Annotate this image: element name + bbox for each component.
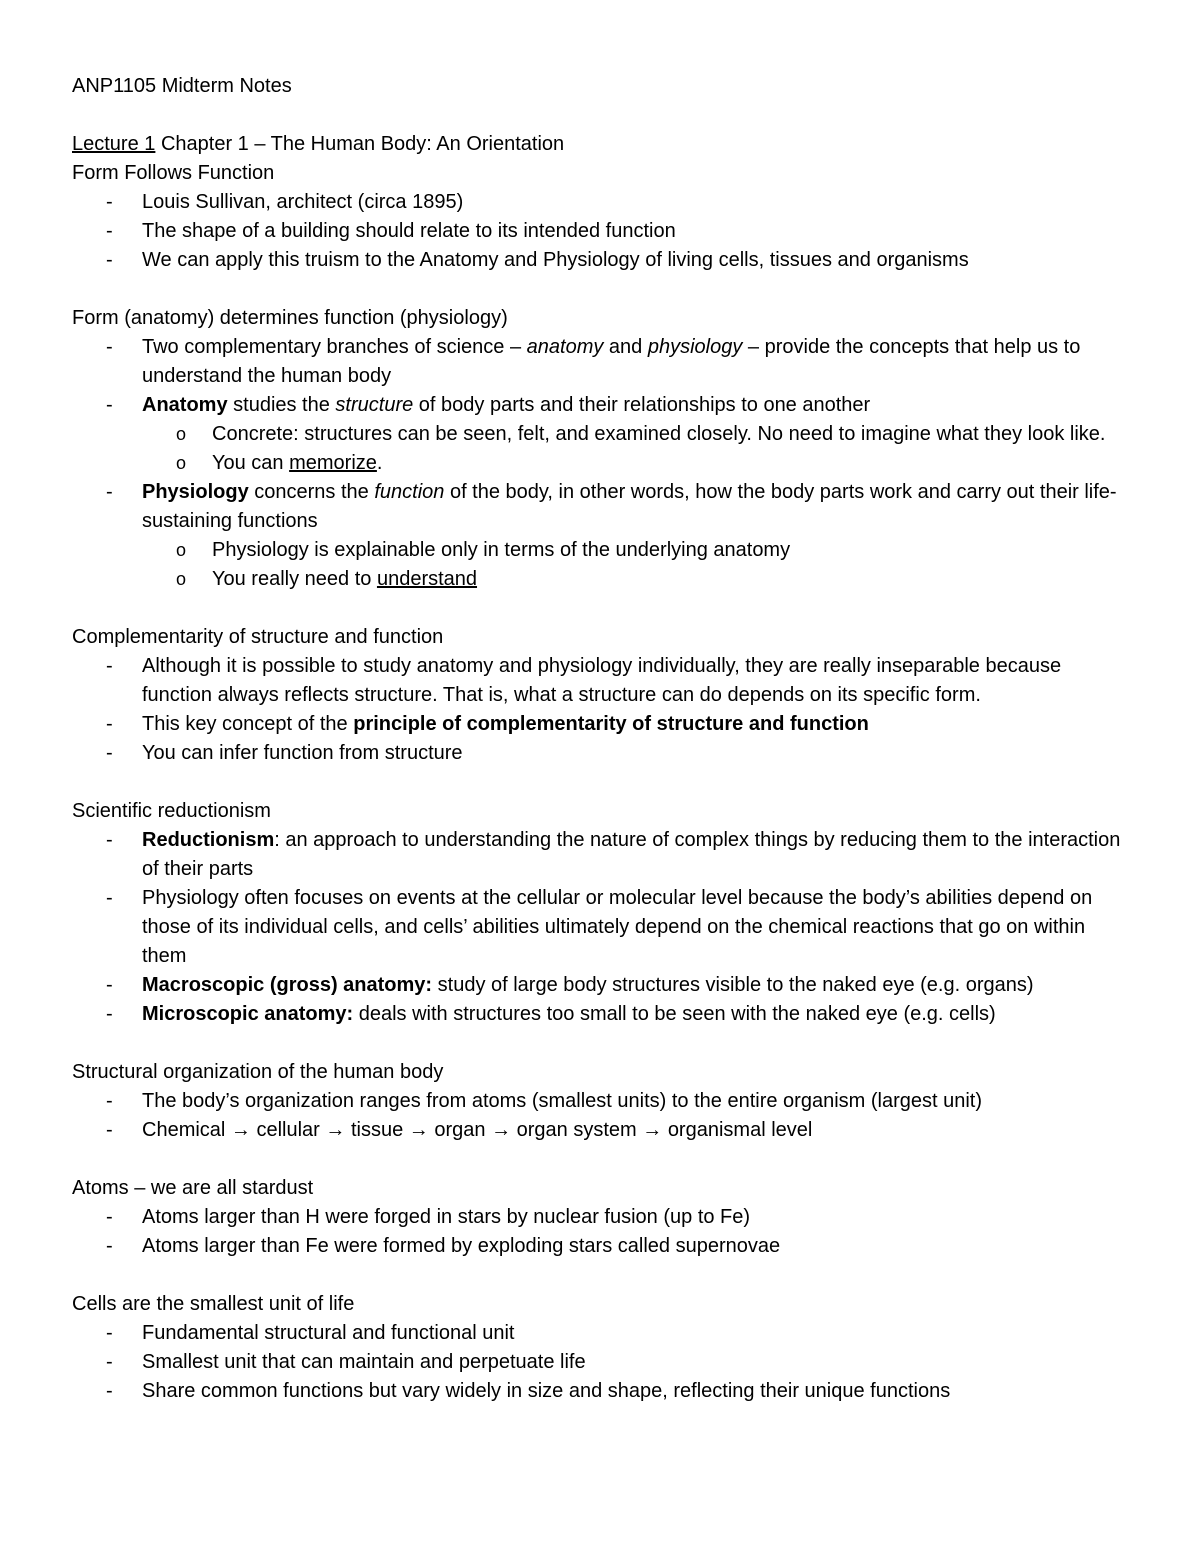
sub-list-item — [142, 565, 1132, 594]
section-title-reductionism: Scientific reductionism — [72, 800, 271, 822]
bullet-list — [72, 1203, 1132, 1261]
dash-bullet: - — [106, 481, 113, 503]
list-item-text: concerns the — [248, 481, 375, 503]
list-item — [72, 1116, 1132, 1145]
lecture-heading — [72, 130, 1132, 159]
dash-bullet: - — [106, 829, 113, 851]
term-physiology: physiology — [647, 336, 743, 358]
bullet-list — [72, 333, 1132, 594]
term-anatomy-bold: Anatomy — [142, 394, 228, 416]
term-principle-complementarity: principle of complementarity of structure and function — [353, 713, 869, 735]
list-item — [72, 710, 1132, 739]
dash-bullet: - — [106, 887, 113, 909]
dash-bullet: - — [106, 191, 113, 213]
document-body — [72, 72, 1132, 1406]
spacer — [72, 594, 1132, 623]
sub-list-item-text: You really need to — [212, 568, 377, 590]
list-item-text: deals with structures too small to be seen with the naked eye (e.g. cells) — [353, 1003, 996, 1025]
list-item-text: This key concept of the — [142, 713, 354, 735]
list-item — [72, 971, 1132, 1000]
dash-bullet: - — [106, 1090, 113, 1112]
dash-bullet: - — [106, 1003, 113, 1025]
list-item-text: and — [603, 336, 648, 358]
list-item-text: study of large body structures visible to the naked eye (e.g. organs) — [432, 974, 1034, 996]
list-item — [72, 1203, 1132, 1232]
list-item — [72, 1319, 1132, 1348]
list-item-text: Fundamental structural and functional unit — [142, 1322, 515, 1344]
list-item — [72, 1348, 1132, 1377]
section-title-cells: Cells are the smallest unit of life — [72, 1293, 355, 1315]
dash-bullet: - — [106, 1380, 113, 1402]
term-function: function — [374, 481, 445, 503]
sub-list-item-text: Physiology is explainable only in terms of the underlying anatomy — [212, 539, 791, 561]
arrow-right-icon: → — [642, 1119, 663, 1141]
list-item — [72, 826, 1132, 884]
list-item-text: We can apply this truism to the Anatomy and Physiology of living cells, tissues and organisms — [142, 249, 969, 271]
dash-bullet: - — [106, 713, 113, 735]
list-item-text: Atoms larger than H were forged in stars by nuclear fusion (up to Fe) — [142, 1206, 751, 1228]
list-item-text: Physiology often focuses on events at the cellular or molecular level because the body’s abilities depend on those of its individual cells, and cells’ abilities ultimately depend on the chemical reactions that go on within them — [142, 887, 1093, 967]
level-chemical: Chemical — [142, 1119, 226, 1141]
list-item-text: Louis Sullivan, architect (circa 1895) — [142, 191, 464, 213]
level-tissue: tissue — [350, 1119, 404, 1141]
list-item-text: studies the — [227, 394, 336, 416]
term-microscopic-anatomy: Microscopic anatomy: — [142, 1003, 354, 1025]
list-item — [72, 1232, 1132, 1261]
arrow-right-icon: → — [408, 1119, 429, 1141]
arrow-right-icon: → — [325, 1119, 346, 1141]
term-anatomy: anatomy — [526, 336, 604, 358]
term-structure: structure — [335, 394, 414, 416]
sub-list-item-text: Concrete: structures can be seen, felt, and examined closely. No need to imagine what they look like. — [212, 423, 1106, 445]
sub-list-container — [72, 536, 1132, 594]
list-item-text: You can infer function from structure — [142, 742, 463, 764]
dash-bullet: - — [106, 336, 113, 358]
list-item-text: Atoms larger than Fe were formed by exploding stars called supernovae — [142, 1235, 781, 1257]
list-item — [72, 391, 1132, 420]
list-item-text: : an approach to understanding the nature of complex things by reducing them to the interaction of their parts — [142, 829, 1121, 880]
document-title: ANP1105 Midterm Notes — [72, 75, 292, 97]
arrow-right-icon: → — [491, 1119, 512, 1141]
sub-list-item — [142, 420, 1132, 449]
sub-list-item-text: . — [376, 452, 383, 474]
dash-bullet: - — [106, 1322, 113, 1344]
list-item-text: Although it is possible to study anatomy and physiology individually, they are really inseparable because function always reflects structure. That is, what a structure can do depends on its specific form. — [142, 655, 1062, 706]
section-title-complementarity: Complementarity of structure and function — [72, 626, 444, 648]
sub-bullet-list — [142, 420, 1132, 478]
list-item — [72, 188, 1132, 217]
list-item-text: of the body, in other words, how the body parts work and carry out their life-sustaining functions — [142, 481, 1117, 532]
list-item-text: Share common functions but vary widely in size and shape, reflecting their unique functions — [142, 1380, 951, 1402]
dash-bullet: - — [106, 249, 113, 271]
dash-bullet: - — [106, 394, 113, 416]
lecture-title: Chapter 1 – The Human Body: An Orientation — [155, 133, 565, 155]
sub-list-item-text: You can — [212, 452, 290, 474]
section-title-atoms: Atoms – we are all stardust — [72, 1177, 314, 1199]
bullet-list — [72, 826, 1132, 1029]
bullet-list — [72, 1087, 1132, 1145]
spacer — [72, 1145, 1132, 1174]
spacer — [72, 768, 1132, 797]
list-item — [72, 217, 1132, 246]
term-physiology-bold: Physiology — [142, 481, 249, 503]
sub-bullet-list — [142, 536, 1132, 594]
list-item-text: Two complementary branches of science – — [142, 336, 527, 358]
sub-list-item — [142, 536, 1132, 565]
spacer — [72, 275, 1132, 304]
term-macroscopic-anatomy: Macroscopic (gross) anatomy: — [142, 974, 433, 996]
lecture-label: Lecture 1 — [72, 133, 156, 155]
list-item-text: The body’s organization ranges from atoms (smallest units) to the entire organism (largest unit) — [142, 1090, 983, 1112]
list-item-text: – provide the concepts that help us to understand the human body — [142, 336, 1081, 387]
dash-bullet: - — [106, 1235, 113, 1257]
term-reductionism: Reductionism — [142, 829, 275, 851]
dash-bullet: - — [106, 1119, 113, 1141]
spacer — [72, 101, 1132, 130]
section-title-form-follows-function: Form Follows Function — [72, 162, 275, 184]
level-organ: organ — [434, 1119, 486, 1141]
list-item — [72, 1087, 1132, 1116]
list-item — [72, 478, 1132, 536]
list-item — [72, 884, 1132, 971]
circle-bullet: o — [176, 569, 187, 589]
section-title-form-determines-function: Form (anatomy) determines function (physiology) — [72, 307, 508, 329]
sub-list-item — [142, 449, 1132, 478]
list-item — [72, 1000, 1132, 1029]
circle-bullet: o — [176, 424, 187, 444]
list-item-text: The shape of a building should relate to its intended function — [142, 220, 676, 242]
bullet-list — [72, 652, 1132, 768]
level-organ-system: organ system — [516, 1119, 637, 1141]
dash-bullet: - — [106, 655, 113, 677]
circle-bullet: o — [176, 453, 187, 473]
term-understand: understand — [376, 568, 478, 590]
dash-bullet: - — [106, 742, 113, 764]
section-title-structural-organization: Structural organization of the human body — [72, 1061, 444, 1083]
term-memorize: memorize — [289, 452, 377, 474]
list-item — [72, 1377, 1132, 1406]
list-item — [72, 333, 1132, 391]
bullet-list — [72, 188, 1132, 275]
spacer — [72, 1029, 1132, 1058]
spacer — [72, 1261, 1132, 1290]
level-organismal: organismal level — [667, 1119, 813, 1141]
dash-bullet: - — [106, 220, 113, 242]
sub-list-container — [72, 420, 1132, 478]
list-item-text: Smallest unit that can maintain and perpetuate life — [142, 1351, 586, 1373]
list-item-text: of body parts and their relationships to one another — [413, 394, 871, 416]
arrow-right-icon: → — [230, 1119, 251, 1141]
dash-bullet: - — [106, 1351, 113, 1373]
list-item — [72, 246, 1132, 275]
list-item — [72, 652, 1132, 710]
level-cellular: cellular — [256, 1119, 320, 1141]
bullet-list — [72, 1319, 1132, 1406]
dash-bullet: - — [106, 1206, 113, 1228]
dash-bullet: - — [106, 974, 113, 996]
circle-bullet: o — [176, 540, 187, 560]
list-item — [72, 739, 1132, 768]
